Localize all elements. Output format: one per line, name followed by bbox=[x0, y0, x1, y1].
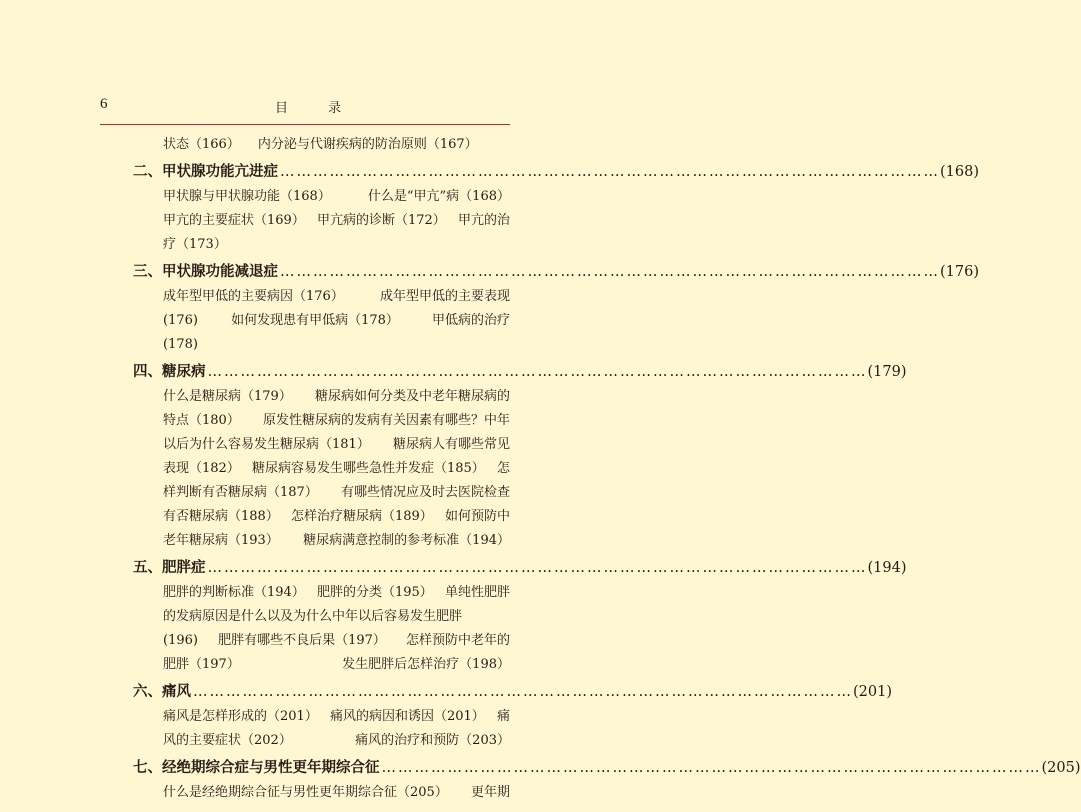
toc-entry[interactable]: 疗（173） bbox=[163, 237, 227, 252]
toc-entry-line bbox=[163, 581, 510, 605]
toc-entry[interactable]: 怎样治疗糖尿病（189） bbox=[290, 509, 433, 524]
toc-entry-line bbox=[163, 481, 510, 505]
toc-section-heading[interactable] bbox=[133, 755, 1081, 781]
toc-entry[interactable]: 有哪些情况应及时去医院检查 bbox=[340, 485, 510, 500]
toc-entry-line bbox=[163, 233, 510, 257]
toc-entry[interactable]: 样判断有否糖尿病（187） bbox=[163, 485, 318, 500]
header-rule bbox=[100, 124, 510, 125]
toc-entry[interactable]: 状态（166） bbox=[163, 137, 240, 152]
toc-entry-line bbox=[163, 285, 510, 309]
section-title: 糖尿病 bbox=[162, 363, 206, 380]
toc-entry[interactable]: 甲亢病的诊断（172） bbox=[316, 213, 446, 228]
toc-entry[interactable]: 什么是糖尿病（179） bbox=[163, 389, 292, 404]
toc-entry[interactable]: 糖尿病如何分类及中老年糖尿病的 bbox=[314, 389, 510, 404]
section-page: (176) bbox=[940, 264, 979, 280]
toc-entry[interactable]: 成年型甲低的主要表现 bbox=[379, 289, 510, 304]
toc-section-heading[interactable] bbox=[133, 679, 892, 705]
section-page: (194) bbox=[867, 560, 907, 576]
toc-entry[interactable]: 痛风的治疗和预防（203） bbox=[355, 733, 510, 748]
toc-entry[interactable]: 痛 bbox=[496, 709, 510, 724]
toc-entry[interactable]: (176) bbox=[163, 313, 198, 328]
toc-section-heading[interactable] bbox=[133, 159, 979, 185]
toc-entry-line bbox=[163, 653, 510, 677]
toc-entry[interactable]: 甲亢的治 bbox=[457, 213, 510, 228]
toc-entry[interactable]: 内分泌与代谢疾病的防治原则（167） bbox=[257, 137, 478, 152]
toc-entry[interactable]: 什么是“甲亢”病（168） bbox=[367, 189, 510, 204]
toc-entry[interactable]: 肥胖的判断标准（194） bbox=[163, 585, 305, 600]
toc-entry-line bbox=[163, 605, 510, 629]
toc-entry[interactable]: (178) bbox=[163, 337, 198, 352]
page-title: 目 录 bbox=[275, 101, 360, 116]
section-title: 甲状腺功能减退症 bbox=[162, 263, 278, 280]
section-title: 肥胖症 bbox=[162, 559, 206, 576]
toc-entry-line bbox=[163, 629, 510, 653]
toc-entry[interactable]: 肥胖有哪些不良后果（197） bbox=[218, 633, 386, 648]
toc-entry[interactable]: 怎样预防中老年的 bbox=[405, 633, 510, 648]
toc-entry[interactable]: 成年型甲低的主要病因（176） bbox=[163, 289, 344, 304]
toc-entry-line bbox=[163, 333, 510, 357]
toc-entry[interactable]: 怎 bbox=[496, 461, 510, 476]
section-title: 经绝期综合症与男性更年期综合征 bbox=[162, 759, 380, 776]
toc-entry[interactable]: 痛风是怎样形成的（201） bbox=[163, 709, 318, 724]
toc-entry[interactable]: 如何发现患有甲低病（178） bbox=[231, 313, 399, 328]
leader-dots: ………………………………………………………………………………………………………… bbox=[207, 560, 868, 576]
toc-entry[interactable]: 如何预防中 bbox=[444, 509, 510, 524]
section-page: (179) bbox=[867, 364, 907, 380]
toc-entry[interactable]: 发生肥胖后怎样治疗（198） bbox=[342, 657, 510, 672]
toc-entry[interactable]: 更年期 bbox=[470, 785, 510, 800]
toc-entry-line bbox=[163, 433, 510, 457]
toc-entry[interactable]: 甲亢的主要症状（169） bbox=[163, 213, 305, 228]
toc-entry[interactable]: 有否糖尿病（188） bbox=[163, 509, 279, 524]
toc-entry-line bbox=[163, 781, 510, 805]
toc-entry-line bbox=[163, 185, 510, 209]
section-number: 七、 bbox=[133, 759, 162, 776]
toc-section-heading[interactable] bbox=[133, 555, 907, 581]
section-page: (201) bbox=[853, 684, 892, 700]
toc-entry[interactable]: 的发病原因是什么以及为什么中年以后容易发生肥胖 bbox=[163, 609, 463, 624]
leader-dots: ………………………………………………………………………………………………………… bbox=[207, 364, 868, 380]
section-number: 六、 bbox=[133, 683, 162, 700]
section-title: 甲状腺功能亢进症 bbox=[162, 163, 278, 180]
toc-entry[interactable]: 甲状腺与甲状腺功能（168） bbox=[163, 189, 331, 204]
toc-entry-line bbox=[163, 385, 510, 409]
toc-entry[interactable]: 以后为什么容易发生糖尿病（181） bbox=[163, 437, 370, 452]
toc-entry[interactable]: 风的主要症状（202） bbox=[163, 733, 292, 748]
section-number: 三、 bbox=[133, 263, 162, 280]
toc-entry[interactable]: (196) bbox=[163, 633, 198, 648]
toc-entry[interactable]: 什么是经绝期综合征与男性更年期综合征（205） bbox=[163, 785, 448, 800]
toc-entry-line bbox=[163, 409, 510, 433]
toc-entry[interactable]: 痛风的病因和诱因（201） bbox=[329, 709, 485, 724]
toc-entry[interactable]: 单纯性肥胖 bbox=[444, 585, 510, 600]
leader-dots: ………………………………………………………………………………………………………… bbox=[280, 264, 940, 280]
leader-dots: ………………………………………………………………………………………………………… bbox=[193, 684, 853, 700]
toc-continued-line bbox=[163, 133, 478, 157]
section-title: 痛风 bbox=[162, 683, 191, 700]
toc-entry[interactable]: 肥胖（197） bbox=[163, 657, 240, 672]
section-page: (205) bbox=[1041, 760, 1081, 776]
toc-entry-line bbox=[163, 209, 510, 233]
leader-dots: ………………………………………………………………………………………………………… bbox=[280, 164, 940, 180]
toc-entry-line bbox=[163, 457, 510, 481]
toc-section-heading[interactable] bbox=[133, 359, 907, 385]
page-header bbox=[100, 96, 510, 122]
toc-entry[interactable]: 甲低病的治疗 bbox=[431, 313, 510, 328]
toc-entry[interactable]: 肥胖的分类（195） bbox=[316, 585, 433, 600]
toc-entry[interactable]: 原发性糖尿病的发病有关因素有哪些？中年 bbox=[262, 413, 510, 428]
toc-entry[interactable]: 特点（180） bbox=[163, 413, 240, 428]
toc-entry-line bbox=[163, 309, 510, 333]
toc-section-heading[interactable] bbox=[133, 259, 979, 285]
toc-entry[interactable]: 糖尿病满意控制的参考标准（194） bbox=[303, 533, 510, 548]
toc-entry-line bbox=[163, 729, 510, 753]
toc-entry[interactable]: 老年糖尿病（193） bbox=[163, 533, 279, 548]
toc-entry[interactable]: 糖尿病容易发生哪些急性并发症（185） bbox=[251, 461, 485, 476]
toc-entry-line bbox=[163, 529, 510, 553]
toc-entry-line bbox=[163, 505, 510, 529]
page-number: 6 bbox=[100, 96, 108, 112]
toc-entry[interactable]: 糖尿病人有哪些常见 bbox=[392, 437, 510, 452]
toc-entry[interactable]: 表现（182） bbox=[163, 461, 240, 476]
section-page: (168) bbox=[940, 164, 979, 180]
leader-dots: ………………………………………………………………………………………………………… bbox=[381, 760, 1042, 776]
toc-entry-line bbox=[163, 705, 510, 729]
section-number: 四、 bbox=[133, 363, 162, 380]
section-number: 二、 bbox=[133, 163, 162, 180]
section-number: 五、 bbox=[133, 559, 162, 576]
